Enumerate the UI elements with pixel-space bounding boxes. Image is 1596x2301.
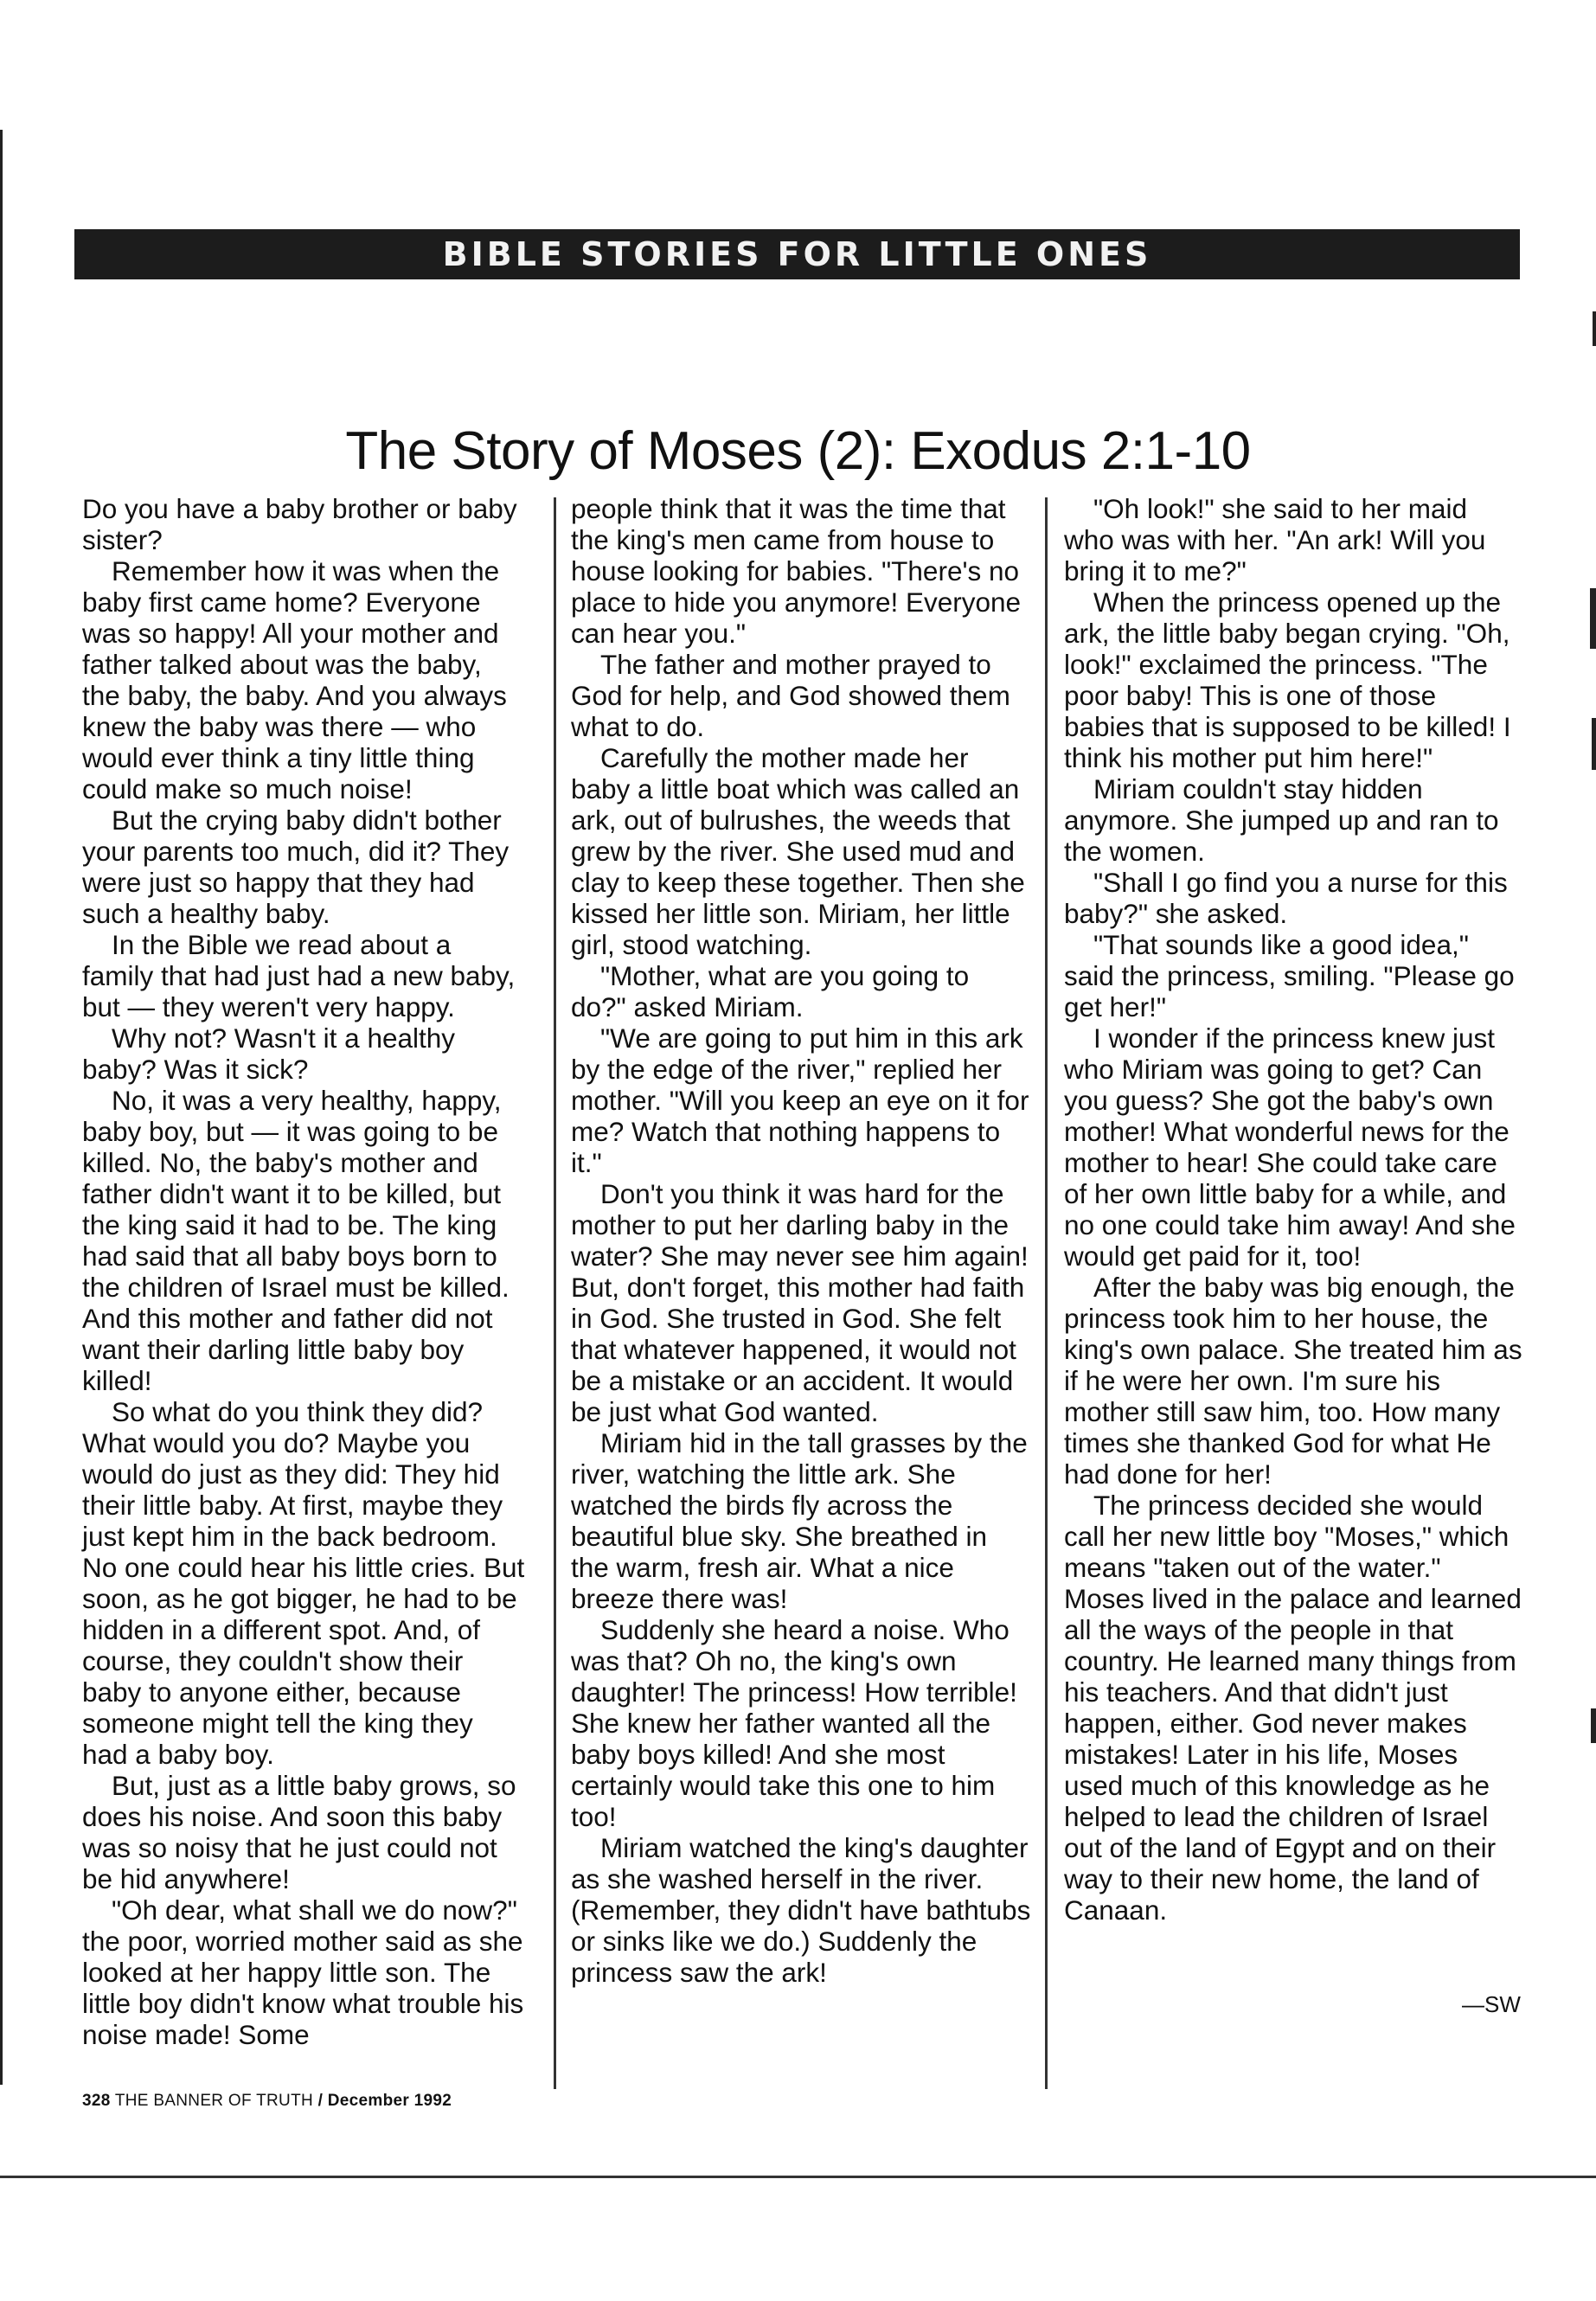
paragraph: After the baby was big enough, the princess took him to her house, the king's own palace. She treated him as if he were her own. I'm sure his mother still saw him, too. How many times she thanked God for what He had done for her! xyxy=(1064,1272,1522,1490)
paragraph: In the Bible we read about a family that had just had a new baby, but — they weren't very happy. xyxy=(82,929,516,1022)
paragraph: Suddenly she heard a noise. Who was that? Oh no, the king's own daughter! The princess! How terrible! She knew her father wanted all the baby boys killed! And she most certainly would take this one to him too! xyxy=(571,1614,1017,1832)
paragraph: The father and mother prayed to God for help, and God showed them what to do. xyxy=(571,649,1010,742)
paragraph: "Oh look!" she said to her maid who was with her. "An ark! Will you bring it to me?" xyxy=(1064,493,1486,586)
story-title: The Story of Moses (2): Exodus 2:1-10 xyxy=(345,421,1251,481)
paragraph: people think that it was the time that the king's men came from house to house looking for babies. "There's no place to hide you anymore! Everyone can hear you." xyxy=(571,493,1022,649)
paragraph: "Mother, what are you going to do?" asked Miriam. xyxy=(571,960,970,1022)
column-divider xyxy=(1045,497,1048,2089)
text-column-2 xyxy=(571,493,1031,1988)
page-top-margin xyxy=(0,0,1596,121)
page-footer xyxy=(82,2092,452,2111)
column-divider xyxy=(554,497,556,2089)
paragraph: Carefully the mother made her baby a little boat which was called an ark, out of bulrushes, the weeds that grew by the river. She used mud and clay to keep these together. Then she kissed her little son. Miriam, her little girl, stood watching. xyxy=(571,742,1025,960)
paragraph: Miriam watched the king's daughter as she washed herself in the river. (Remember, they didn't have bathtubs or sinks like we do.) Suddenly the princess saw the ark! xyxy=(571,1832,1031,1988)
paragraph: No, it was a very healthy, happy, baby boy, but — it was going to be killed. No, the baby's mother and father didn't want it to be killed, but the king said it had to be. The king had said that all baby boys born to the children of Israel must be killed. And this mother and father did not want their darling little baby boy killed! xyxy=(82,1085,510,1396)
publication-name: THE BANNER OF TRUTH xyxy=(114,2092,313,2110)
paragraph: But, just as a little baby grows, so does his noise. And soon this baby was so noisy that he just could not be hid anywhere! xyxy=(82,1770,516,1894)
paragraph: Miriam couldn't stay hidden anymore. She jumped up and ran to the women. xyxy=(1064,773,1499,867)
paragraph: "Shall I go find you a nurse for this baby?" she asked. xyxy=(1064,867,1508,929)
paragraph: Don't you think it was hard for the mother to put her darling baby in the water? She may never see him again! But, don't forget, this mother had faith in God. She trusted in God. She felt that whatever happened, it would not be a mistake or an accident. It would be just what God wanted. xyxy=(571,1178,1029,1427)
paragraph: But the crying baby didn't bother your parents too much, did it? They were just so happy that they had such a healthy baby. xyxy=(82,804,510,929)
paragraph: Remember how it was when the baby first came home? Everyone was so happy! All your mother and father talked about was the baby, the baby, the baby. And you always knew the baby was there — who would ever think a tiny little thing could make so much noise! xyxy=(82,555,507,804)
author-signature: —SW xyxy=(1462,1991,1521,2017)
paragraph: The princess decided she would call her new little boy "Moses," which means "taken out of the water." Moses lived in the palace and learned all the ways of the people in that country. He learned many things from his teachers. And that didn't just happen, either. God never makes mistakes! Later in his life, Moses used much of this knowledge as he helped to lead the children of Israel out of the land of Egypt and on their way to their new home, the land of Canaan. xyxy=(1064,1490,1522,1926)
paragraph: I wonder if the princess knew just who Miriam was going to get? Can you guess? She got the baby's own mother! What wonderful news for the mother to hear! She could take care of her own little baby for a while, and no one could take him away! And she would get paid for it, too! xyxy=(1064,1022,1516,1272)
scan-mark xyxy=(1590,588,1596,649)
scan-mark xyxy=(1592,718,1596,770)
paragraph: "Oh dear, what shall we do now?" the poor, worried mother said as she looked at her happy little son. The little boy didn't know what trouble his noise made! Some xyxy=(82,1894,524,2050)
paragraph: Miriam hid in the tall grasses by the river, watching the little ark. She watched the birds fly across the beautiful blue sky. She breathed in the warm, fresh air. What a nice breeze there was! xyxy=(571,1427,1028,1614)
paragraph: "That sounds like a good idea," said the princess, smiling. "Please go get her!" xyxy=(1064,929,1515,1022)
text-column-1 xyxy=(82,493,525,2050)
banner-text: BIBLE STORIES FOR LITTLE ONES xyxy=(442,235,1152,273)
paragraph: So what do you think they did? What would you do? Maybe you would do just as they did: They hid their little baby. At first, maybe they just kept him in the back bedroom. No one could hear his little cries. But soon, as he got bigger, he had to be hidden in a different spot. And, of course, they couldn't show their baby to anyone either, because someone might tell the king they had a baby boy. xyxy=(82,1396,525,1770)
scan-mark xyxy=(1593,311,1596,346)
page-number: 328 xyxy=(82,2092,111,2110)
issue-date: / December 1992 xyxy=(317,2092,452,2110)
paragraph: Why not? Wasn't it a healthy baby? Was it sick? xyxy=(82,1022,456,1085)
text-column-3 xyxy=(1064,493,1522,1926)
paragraph: When the princess opened up the ark, the little baby began crying. "Oh, look!" exclaimed the princess. "The poor baby! This is one of those babies that is supposed to be killed! I think his mother put him here!" xyxy=(1064,586,1511,773)
paragraph: Do you have a baby brother or baby sister? xyxy=(82,493,517,555)
paragraph: "We are going to put him in this ark by the edge of the river," replied her mother. "Will you keep an eye on it for me? Watch that nothing happens to it." xyxy=(571,1022,1029,1178)
scan-bottom-edge xyxy=(0,2176,1596,2178)
scan-mark xyxy=(1591,1708,1596,1743)
section-banner xyxy=(74,229,1520,279)
